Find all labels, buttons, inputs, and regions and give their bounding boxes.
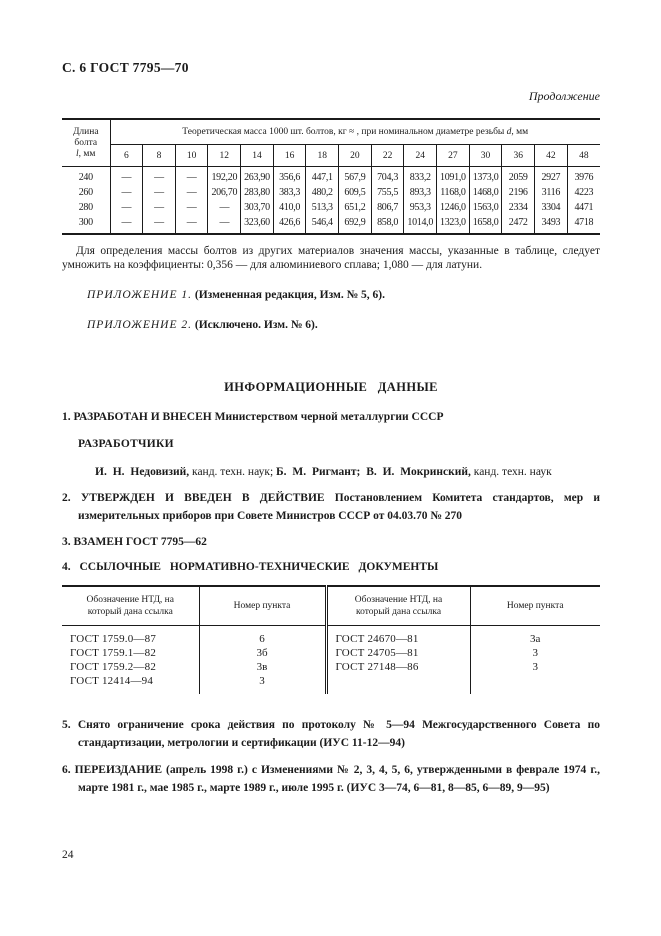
mass-cell: 755,5 <box>371 185 404 200</box>
mass-cell: 410,0 <box>273 200 306 215</box>
mass-cell: 3493 <box>535 215 568 234</box>
mass-cell: 3976 <box>567 167 600 186</box>
mass-cell: 1014,0 <box>404 215 437 234</box>
mass-cell: 356,6 <box>273 167 306 186</box>
info-section-title: ИНФОРМАЦИОННЫЕ ДАННЫЕ <box>224 380 438 394</box>
mass-span-header-text: Теоретическая масса 1000 шт. болтов, кг ≈ , при номинальном диаметре резьбы <box>182 127 507 137</box>
mass-cell: 1323,0 <box>437 215 470 234</box>
diameter-header: 18 <box>306 145 339 167</box>
mass-cell: 283,80 <box>241 185 274 200</box>
mass-cell: — <box>175 215 208 234</box>
info-item-3: 3. ВЗАМЕН ГОСТ 7795—62 <box>62 536 207 548</box>
coefficient-note: Для определения массы болтов из других материалов значения массы, указанные в таблице, следует умножить на коэффициенты: 0,356 — для алюминиевого сплава; 1,080 — для латуни. <box>62 245 600 271</box>
developers-heading: РАЗРАБОТЧИКИ <box>78 438 174 450</box>
diameter-header: 48 <box>567 145 600 167</box>
mass-cell: — <box>110 167 143 186</box>
table-row <box>62 674 600 694</box>
ref-ntd-cell: ГОСТ 24670—81 <box>326 626 470 647</box>
ref-clause-cell: 3а <box>470 626 600 647</box>
ref-clause-cell <box>470 674 600 694</box>
mass-cell: 303,70 <box>241 200 274 215</box>
bolt-mass-table <box>62 118 600 235</box>
length-cell: 280 <box>78 202 93 213</box>
ref-ntd-cell: ГОСТ 27148—86 <box>326 660 470 674</box>
mass-cell: 1168,0 <box>437 185 470 200</box>
mass-cell: — <box>175 200 208 215</box>
mass-cell: 447,1 <box>306 167 339 186</box>
mass-cell: 3116 <box>535 185 568 200</box>
appendix-2-label: ПРИЛОЖЕНИЕ 2. <box>87 319 192 331</box>
mass-cell: 1091,0 <box>437 167 470 186</box>
length-column-header <box>62 119 110 167</box>
length-cell: 300 <box>78 217 93 228</box>
mass-cell: — <box>143 167 176 186</box>
length-cell: 260 <box>78 187 93 198</box>
running-header: С. 6 ГОСТ 7795—70 <box>62 60 189 75</box>
diameter-header: 12 <box>208 145 241 167</box>
mass-cell: 206,70 <box>208 185 241 200</box>
continuation-label: Продолжение <box>528 89 600 103</box>
info-item-4: 4. ССЫЛОЧНЫЕ НОРМАТИВНО-ТЕХНИЧЕСКИЕ ДОКУМЕНТЫ <box>62 561 439 573</box>
diameter-header: 10 <box>175 145 208 167</box>
diameter-header: 27 <box>437 145 470 167</box>
ref-ntd-cell <box>326 674 470 694</box>
mass-cell: 4471 <box>567 200 600 215</box>
mass-cell: — <box>208 200 241 215</box>
mass-cell: 609,5 <box>339 185 372 200</box>
mass-cell: 513,3 <box>306 200 339 215</box>
mass-cell: 833,2 <box>404 167 437 186</box>
table-row <box>62 145 600 167</box>
table-row <box>62 660 600 674</box>
mass-cell: 4223 <box>567 185 600 200</box>
mass-cell: — <box>175 185 208 200</box>
diameter-header: 42 <box>535 145 568 167</box>
table-row <box>62 586 600 626</box>
diameter-header: 8 <box>143 145 176 167</box>
info-item-5: 5. Снято ограничение срока действия по протоколу № 5—94 Межгосударственного Совета по стандартизации, метрологии и сертификации (ИУС 11-12—94) <box>62 719 600 749</box>
info-item-1: 1. РАЗРАБОТАН И ВНЕСЕН Министерством черной металлургии СССР <box>62 411 444 423</box>
mass-cell: — <box>110 215 143 234</box>
ref-header-ntd-right: Обозначение НТД, на который дана ссылка <box>326 586 470 626</box>
diameter-header: 16 <box>273 145 306 167</box>
ref-clause-cell: 3 <box>470 660 600 674</box>
mass-cell: — <box>208 215 241 234</box>
mass-cell: 2472 <box>502 215 535 234</box>
ref-clause-cell: 3 <box>199 674 326 694</box>
ref-ntd-cell: ГОСТ 24705—81 <box>326 646 470 660</box>
appendix-1-label: ПРИЛОЖЕНИЕ 1. <box>87 289 192 301</box>
mass-cell: 704,3 <box>371 167 404 186</box>
ref-header-clause-right: Номер пункта <box>470 586 600 626</box>
info-item-6: 6. ПЕРЕИЗДАНИЕ (апрель 1998 г.) с Изменениями № 2, 3, 4, 5, 6, утвержденными в феврале 1974 г., марте 1981 г., мае 1985 г., марте 1989 г., июле 1995 г. (ИУС 3—74, 6—81, 8—85, 6—89, 9—95) <box>62 764 600 794</box>
reference-documents-table <box>62 585 600 694</box>
mass-cell: 2196 <box>502 185 535 200</box>
table-row <box>62 167 600 186</box>
ref-clause-cell: 3в <box>199 660 326 674</box>
ref-header-ntd-left: Обозначение НТД, на который дана ссылка <box>62 586 199 626</box>
diameter-symbol: d <box>506 127 512 137</box>
ref-ntd-cell: ГОСТ 1759.1—82 <box>70 647 157 659</box>
mass-cell: — <box>143 185 176 200</box>
diameter-header: 36 <box>502 145 535 167</box>
developer-degree: канд. техн. наук; <box>189 466 277 478</box>
appendix-2-text: (Исключено. Изм. № 6). <box>194 319 318 331</box>
developer-degree: канд. техн. наук <box>470 466 552 478</box>
mass-cell: 893,3 <box>404 185 437 200</box>
ref-ntd-cell: ГОСТ 1759.2—82 <box>70 661 157 673</box>
appendix-2-note <box>87 318 600 332</box>
ref-header-clause-left: Номер пункта <box>199 586 326 626</box>
length-header-line: болта <box>74 137 98 148</box>
mass-cell: 546,4 <box>306 215 339 234</box>
length-header-line: Длина <box>72 126 99 137</box>
diameter-header: 20 <box>339 145 372 167</box>
developer-name: Б. М. Ригмант; В. И. Мокринский, <box>276 466 471 478</box>
mass-cell: 1468,0 <box>469 185 502 200</box>
ref-ntd-cell: ГОСТ 1759.0—87 <box>70 633 157 645</box>
ref-ntd-cell: ГОСТ 12414—94 <box>70 675 154 687</box>
diameter-header: 24 <box>404 145 437 167</box>
length-unit: , мм <box>78 148 96 159</box>
mass-cell: 480,2 <box>306 185 339 200</box>
mass-cell: — <box>175 167 208 186</box>
mass-cell: 692,9 <box>339 215 372 234</box>
ref-clause-cell: 6 <box>199 626 326 647</box>
table-row <box>62 646 600 660</box>
mass-cell: 651,2 <box>339 200 372 215</box>
diameter-header: 6 <box>110 145 143 167</box>
mass-cell: 2334 <box>502 200 535 215</box>
table-row <box>62 119 600 145</box>
table-row <box>62 215 600 234</box>
mass-cell: 567,9 <box>339 167 372 186</box>
developer-name: И. Н. Недовизий, <box>95 466 190 478</box>
mass-cell: 383,3 <box>273 185 306 200</box>
mass-cell: 806,7 <box>371 200 404 215</box>
mass-cell: 4718 <box>567 215 600 234</box>
diameter-header: 14 <box>241 145 274 167</box>
mass-cell: 953,3 <box>404 200 437 215</box>
length-symbol: l <box>76 148 79 159</box>
appendix-1-note <box>87 288 600 302</box>
table-row <box>62 200 600 215</box>
mass-cell: 1658,0 <box>469 215 502 234</box>
mass-cell: — <box>110 200 143 215</box>
mass-cell: 2927 <box>535 167 568 186</box>
mass-cell: 1246,0 <box>437 200 470 215</box>
mass-cell: 1563,0 <box>469 200 502 215</box>
mass-cell: 263,90 <box>241 167 274 186</box>
mass-cell: 426,6 <box>273 215 306 234</box>
developers-line <box>62 465 600 480</box>
table-row <box>62 185 600 200</box>
mass-cell: — <box>143 215 176 234</box>
mass-cell: 192,20 <box>208 167 241 186</box>
mass-span-header <box>110 119 600 145</box>
appendix-1-text: (Измененная редакция, Изм. № 5, 6). <box>194 289 385 301</box>
mass-cell: 323,60 <box>241 215 274 234</box>
ref-clause-cell: 3б <box>199 646 326 660</box>
mass-cell: — <box>110 185 143 200</box>
length-cell: 240 <box>78 172 93 183</box>
mass-cell: — <box>143 200 176 215</box>
diameter-header: 30 <box>469 145 502 167</box>
mass-span-header-unit: , мм <box>511 127 529 137</box>
info-item-2: 2. УТВЕРЖДЕН И ВВЕДЕН В ДЕЙСТВИЕ Постановлением Комитета стандартов, мер и измерительных приборов при Совете Министров СССР от 04.03.70 № 270 <box>62 492 600 522</box>
table-row <box>62 626 600 647</box>
mass-cell: 1373,0 <box>469 167 502 186</box>
mass-cell: 858,0 <box>371 215 404 234</box>
ref-clause-cell: 3 <box>470 646 600 660</box>
page-number: 24 <box>62 849 74 861</box>
diameter-header: 22 <box>371 145 404 167</box>
mass-cell: 2059 <box>502 167 535 186</box>
mass-cell: 3304 <box>535 200 568 215</box>
